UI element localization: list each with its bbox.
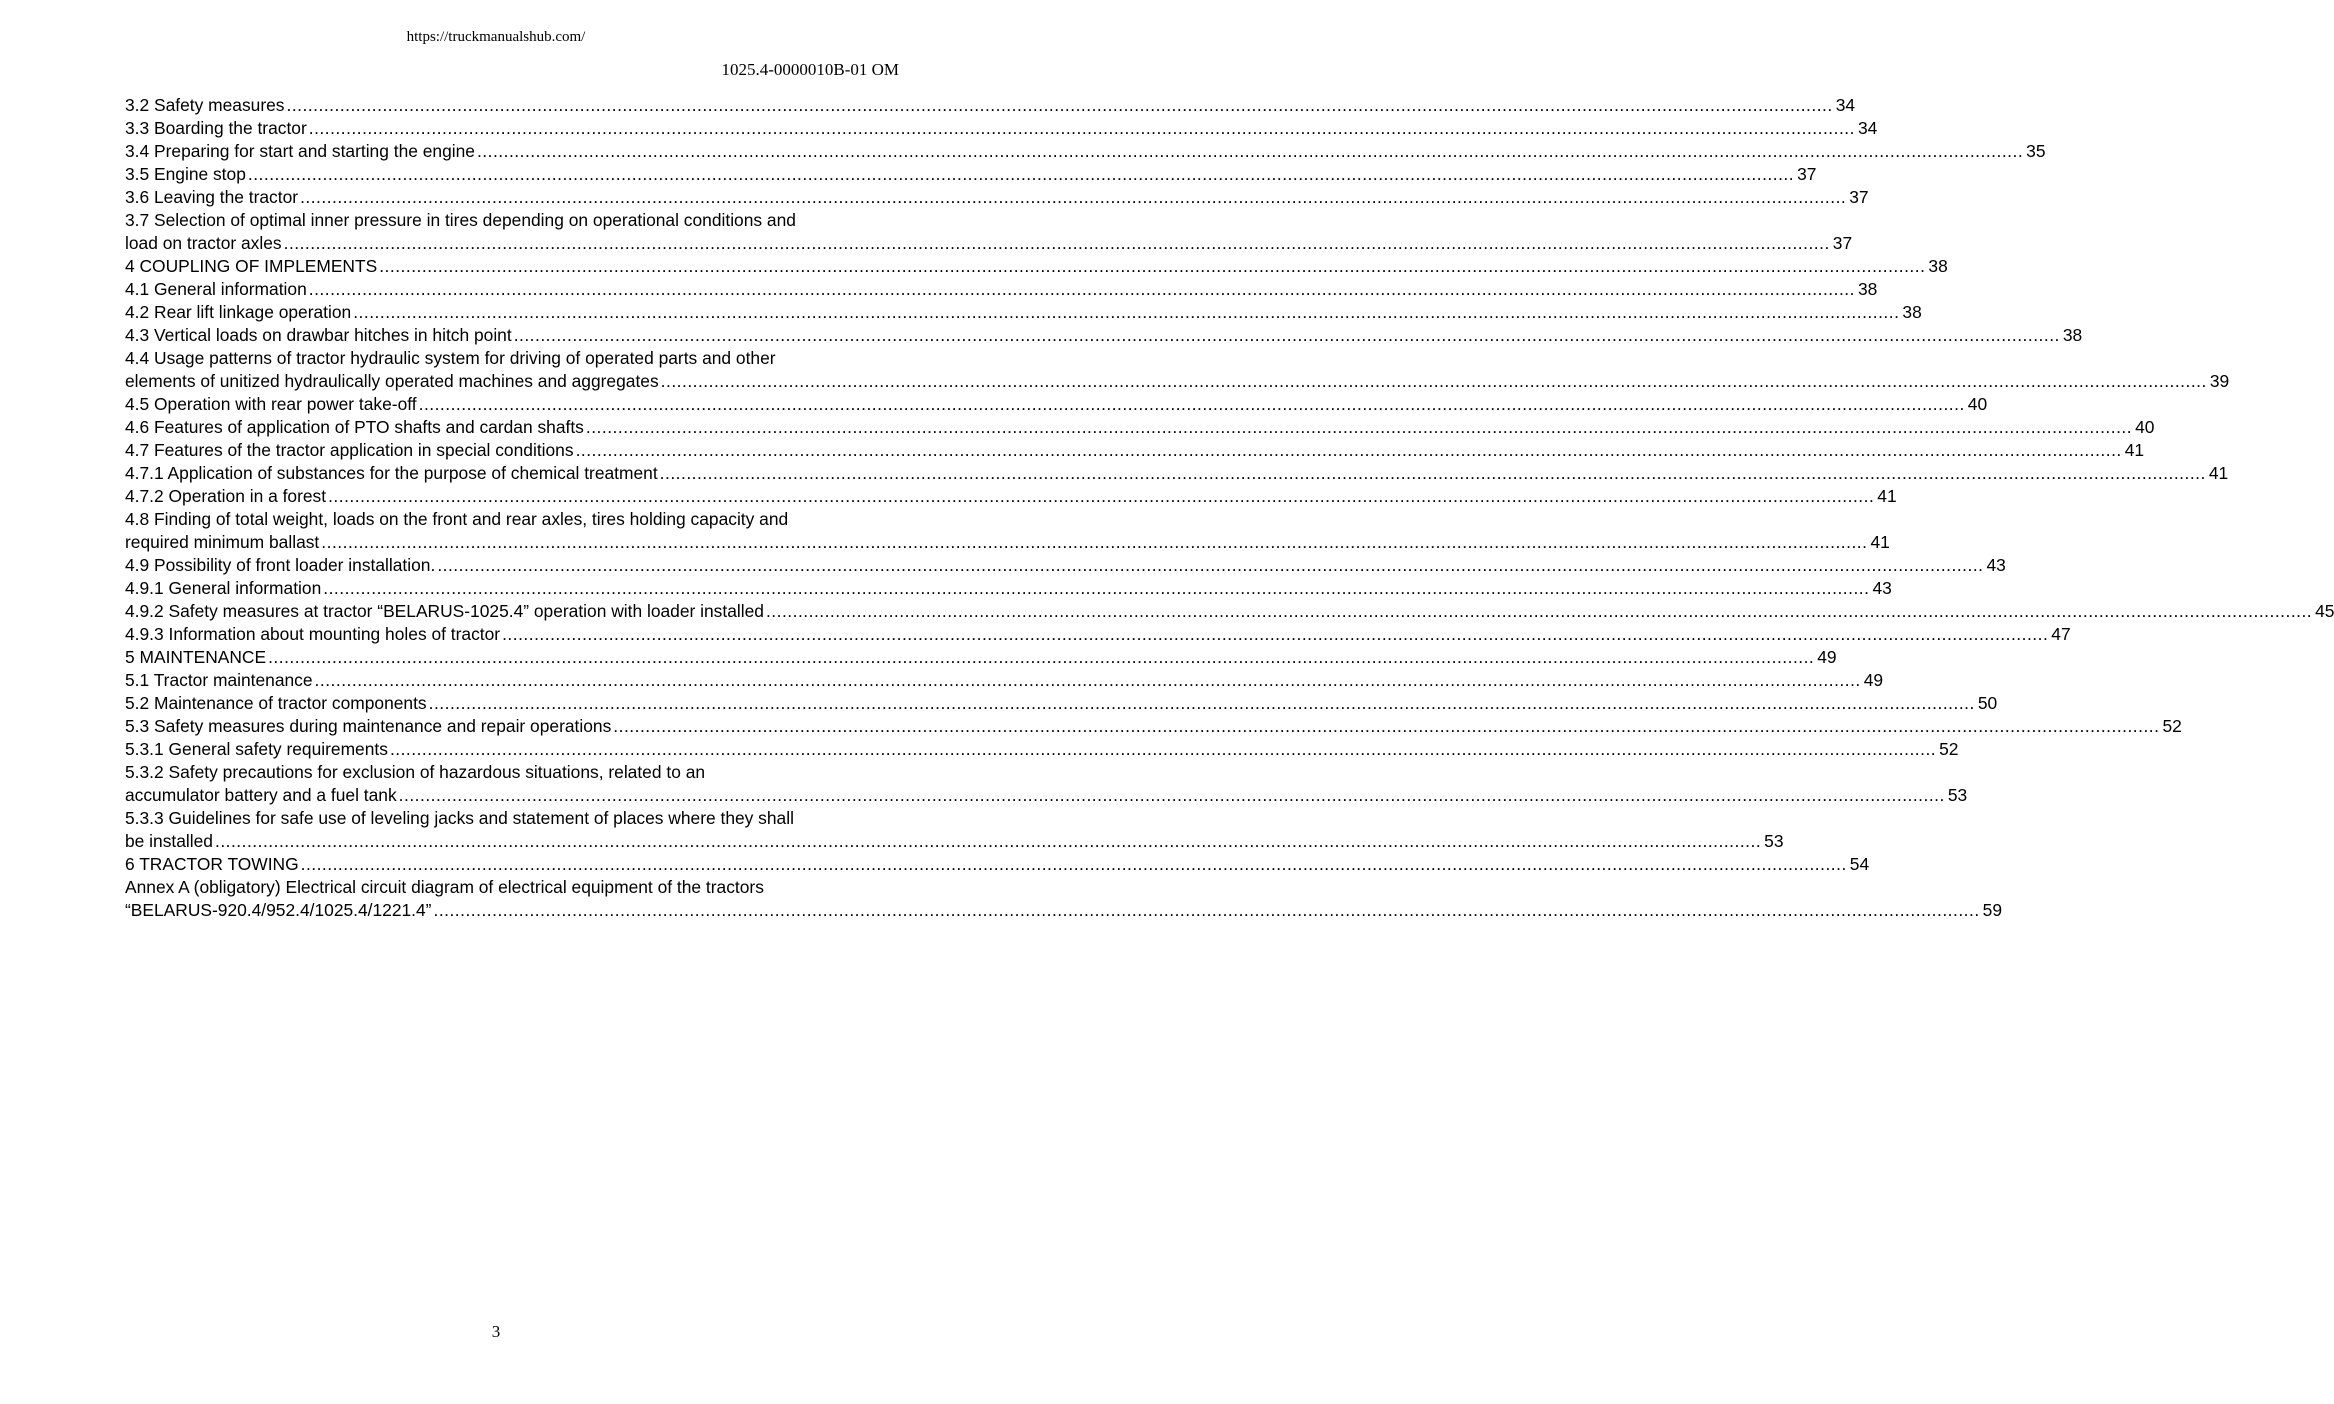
toc-entry-page-number: 34 [1857, 118, 1878, 138]
toc-entry[interactable] [125, 462, 2229, 485]
dot-leader [661, 370, 2207, 393]
dot-leader [576, 439, 2122, 462]
toc-entry-page-number: 49 [1817, 647, 1837, 667]
toc-entry-page-number: 43 [1872, 578, 1892, 598]
dot-leader [433, 899, 1979, 922]
dot-leader [353, 301, 1899, 324]
toc-entry-title-line: 4.4 Usage patterns of tractor hydraulic system for driving of operated parts and other [125, 348, 776, 368]
dot-leader [315, 669, 1861, 692]
toc-entry[interactable] [125, 853, 1870, 876]
toc-entry-final-line [125, 140, 2046, 163]
toc-entry[interactable] [125, 807, 1784, 853]
toc-entry[interactable] [125, 163, 1817, 186]
dot-leader [586, 416, 2132, 439]
toc-entry-final-line [125, 462, 2229, 485]
toc-entry-page-number: 34 [1835, 95, 1856, 115]
dot-leader [660, 462, 2206, 485]
toc-entry-page-number: 53 [1764, 831, 1784, 851]
toc-entry-page-number: 41 [2124, 440, 2145, 460]
toc-entry[interactable] [125, 439, 2145, 462]
toc-entry[interactable] [125, 301, 1922, 324]
toc-entry-final-line [125, 554, 2006, 577]
toc-entry-page-number: 41 [1877, 486, 1897, 506]
toc-entry-title: 4.1 General information [125, 279, 307, 299]
toc-entry[interactable] [125, 646, 1837, 669]
toc-entry[interactable] [125, 508, 1890, 554]
toc-entry[interactable] [125, 186, 1869, 209]
toc-entry-final-line [125, 669, 1884, 692]
toc-entry[interactable] [125, 324, 2083, 347]
toc-entry-title: 4.7.1 Application of substances for the purpose of chemical treatment [125, 463, 658, 483]
toc-entry-title: 6 TRACTOR TOWING [125, 854, 299, 874]
toc-entry-page-number: 40 [2135, 417, 2155, 437]
toc-entry-title: 3.2 Safety measures [125, 95, 285, 115]
dot-leader [477, 140, 2023, 163]
toc-entry-title: 5.1 Tractor maintenance [125, 670, 313, 690]
toc-entry-title: 4 COUPLING OF IMPLEMENTS [125, 256, 378, 276]
toc-entry-page-number: 37 [1849, 187, 1869, 207]
toc-entry-final-line [125, 255, 1948, 278]
dot-leader [321, 531, 1867, 554]
toc-entry-final-line [125, 623, 2071, 646]
toc-entry-final-line [125, 117, 1878, 140]
dot-leader [437, 554, 1983, 577]
dot-leader [328, 485, 1874, 508]
toc-entry-final-line [125, 278, 1878, 301]
toc-entry-title: 3.5 Engine stop [125, 164, 246, 184]
toc-entry-title: 4.9.2 Safety measures at tractor “BELARUS-1025.4” operation with loader installed [125, 601, 764, 621]
toc-entry[interactable] [125, 600, 2334, 623]
toc-entry[interactable] [125, 669, 1884, 692]
dot-leader [309, 278, 1855, 301]
toc-entry-title: 4.5 Operation with rear power take-off [125, 394, 417, 414]
toc-entry-title: load on tractor axles [125, 233, 282, 253]
page-number: 3 [491, 1322, 501, 1341]
toc-entry[interactable] [125, 623, 2071, 646]
toc-entry[interactable] [125, 761, 1968, 807]
dot-leader [419, 393, 1965, 416]
toc-entry[interactable] [125, 692, 1998, 715]
dot-leader [287, 94, 1833, 117]
dot-leader [248, 163, 1794, 186]
toc-entry[interactable] [125, 876, 2003, 922]
toc-entry-page-number: 41 [1870, 532, 1890, 552]
toc-entry-final-line [125, 830, 1784, 853]
toc-entry-final-line [125, 370, 2230, 393]
dot-leader [309, 117, 1855, 140]
toc-entry-page-number: 59 [1982, 900, 2003, 920]
toc-entry-final-line [125, 163, 1817, 186]
dot-leader [284, 232, 1830, 255]
toc-entry-final-line [125, 416, 2155, 439]
toc-entry-title-line: 4.8 Finding of total weight, loads on the front and rear axles, tires holding capacity and [125, 509, 789, 529]
source-url: https://truckmanualshub.com/ [406, 29, 586, 45]
toc-entry[interactable] [125, 554, 2006, 577]
dot-leader [502, 623, 2048, 646]
toc-entry-title: 3.4 Preparing for start and starting the engine [125, 141, 475, 161]
toc-entry-title: 5.3.1 General safety requirements [125, 739, 388, 759]
toc-entry-title: 4.7 Features of the tractor application in special conditions [125, 440, 574, 460]
toc-entry-final-line [125, 186, 1869, 209]
toc-entry-page-number: 35 [2026, 141, 2046, 161]
document-code: 1025.4-0000010B-01 OM [721, 60, 899, 79]
toc-entry-page-number: 45 [2315, 601, 2334, 621]
toc-entry-title: accumulator battery and a fuel tank [125, 785, 397, 805]
toc-entry-title: 4.6 Features of application of PTO shafts and cardan shafts [125, 417, 584, 437]
toc-entry[interactable] [125, 416, 2155, 439]
dot-leader [300, 186, 1846, 209]
toc-entry-title: “BELARUS-920.4/952.4/1025.4/1221.4” [125, 900, 432, 920]
toc-entry-final-line [125, 646, 1837, 669]
toc-entry-final-line [125, 600, 2334, 623]
toc-entry-final-line [125, 324, 2083, 347]
dot-leader [399, 784, 1945, 807]
toc-entry-title: 4.9.1 General information [125, 578, 322, 598]
toc-entry-page-number: 41 [2208, 463, 2229, 483]
toc-entry-final-line [125, 853, 1870, 876]
toc-entry-title: 3.3 Boarding the tractor [125, 118, 307, 138]
dot-leader [268, 646, 1814, 669]
toc-entry-page-number: 38 [1857, 279, 1878, 299]
toc-entry-final-line [125, 738, 1959, 761]
toc-entry-page-number: 39 [2209, 371, 2230, 391]
toc-entry-title: 4.3 Vertical loads on drawbar hitches in hitch point [125, 325, 512, 345]
toc-entry-page-number: 47 [2051, 624, 2071, 644]
toc-entry-title: elements of unitized hydraulically operated machines and aggregates [125, 371, 659, 391]
toc-entry[interactable] [125, 255, 1948, 278]
toc-entry-final-line [125, 715, 2182, 738]
toc-entry-title: be installed [125, 831, 213, 851]
toc-entry-title-line: 3.7 Selection of optimal inner pressure in tires depending on operational conditions and [125, 210, 796, 230]
toc-entry-final-line [125, 439, 2145, 462]
toc-entry-final-line [125, 577, 1892, 600]
dot-leader [429, 692, 1975, 715]
toc-entry[interactable] [125, 140, 2046, 163]
dot-leader [390, 738, 1936, 761]
toc-entry-page-number: 54 [1849, 854, 1870, 874]
toc-entry-page-number: 38 [1902, 302, 1922, 322]
dot-leader [301, 853, 1847, 876]
toc-entry-page-number: 50 [1977, 693, 1998, 713]
toc-entry-title-line: 5.3.2 Safety precautions for exclusion of hazardous situations, related to an [125, 762, 706, 782]
toc-entry-title: 5.2 Maintenance of tractor components [125, 693, 427, 713]
toc-entry-title: required minimum ballast [125, 532, 320, 552]
toc-entry[interactable] [125, 577, 1892, 600]
toc-entry-title: 5 MAINTENANCE [125, 647, 267, 667]
toc-entry-title-line: 5.3.3 Guidelines for safe use of leveling jacks and statement of places where they shall [125, 808, 794, 828]
toc-entry-page-number: 52 [2162, 716, 2182, 736]
toc-entry-final-line [125, 692, 1998, 715]
toc-entry[interactable] [125, 209, 1853, 255]
toc-entry-page-number: 43 [1986, 555, 2006, 575]
toc-entry-page-number: 49 [1863, 670, 1884, 690]
toc-entry-final-line [125, 485, 1897, 508]
toc-entry-page-number: 53 [1947, 785, 1968, 805]
table-of-contents [125, 94, 2334, 922]
toc-entry-title: 4.2 Rear lift linkage operation [125, 302, 352, 322]
toc-entry[interactable] [125, 117, 1878, 140]
toc-entry-page-number: 40 [1967, 394, 1988, 414]
toc-entry-final-line [125, 531, 1890, 554]
dot-leader [379, 255, 1925, 278]
dot-leader [514, 324, 2060, 347]
toc-entry[interactable] [125, 715, 2182, 738]
toc-entry[interactable] [125, 738, 1959, 761]
toc-entry-title-line: Annex A (obligatory) Electrical circuit diagram of electrical equipment of the tractors [125, 877, 764, 897]
toc-entry[interactable] [125, 393, 1988, 416]
dot-leader [766, 600, 2312, 623]
dot-leader [613, 715, 2159, 738]
toc-entry-page-number: 52 [1939, 739, 1959, 759]
toc-entry-final-line [125, 899, 2003, 922]
toc-entry-title: 4.9 Possibility of front loader installation. [125, 555, 436, 575]
toc-entry-page-number: 38 [2062, 325, 2083, 345]
dot-leader [323, 577, 1869, 600]
toc-entry-final-line [125, 393, 1988, 416]
dot-leader [215, 830, 1761, 853]
toc-entry-final-line [125, 232, 1853, 255]
toc-entry-title: 5.3 Safety measures during maintenance and repair operations [125, 716, 612, 736]
toc-entry-final-line [125, 301, 1922, 324]
toc-entry-final-line [125, 784, 1968, 807]
toc-entry-title: 4.7.2 Operation in a forest [125, 486, 327, 506]
toc-entry-page-number: 38 [1928, 256, 1948, 276]
toc-entry-final-line [125, 94, 1856, 117]
toc-entry[interactable] [125, 347, 2230, 393]
toc-entry[interactable] [125, 94, 1856, 117]
toc-entry-page-number: 37 [1832, 233, 1853, 253]
toc-entry[interactable] [125, 485, 1897, 508]
toc-entry-title: 3.6 Leaving the tractor [125, 187, 299, 207]
toc-entry-page-number: 37 [1797, 164, 1817, 184]
toc-entry-title: 4.9.3 Information about mounting holes of tractor [125, 624, 501, 644]
toc-entry[interactable] [125, 278, 1878, 301]
